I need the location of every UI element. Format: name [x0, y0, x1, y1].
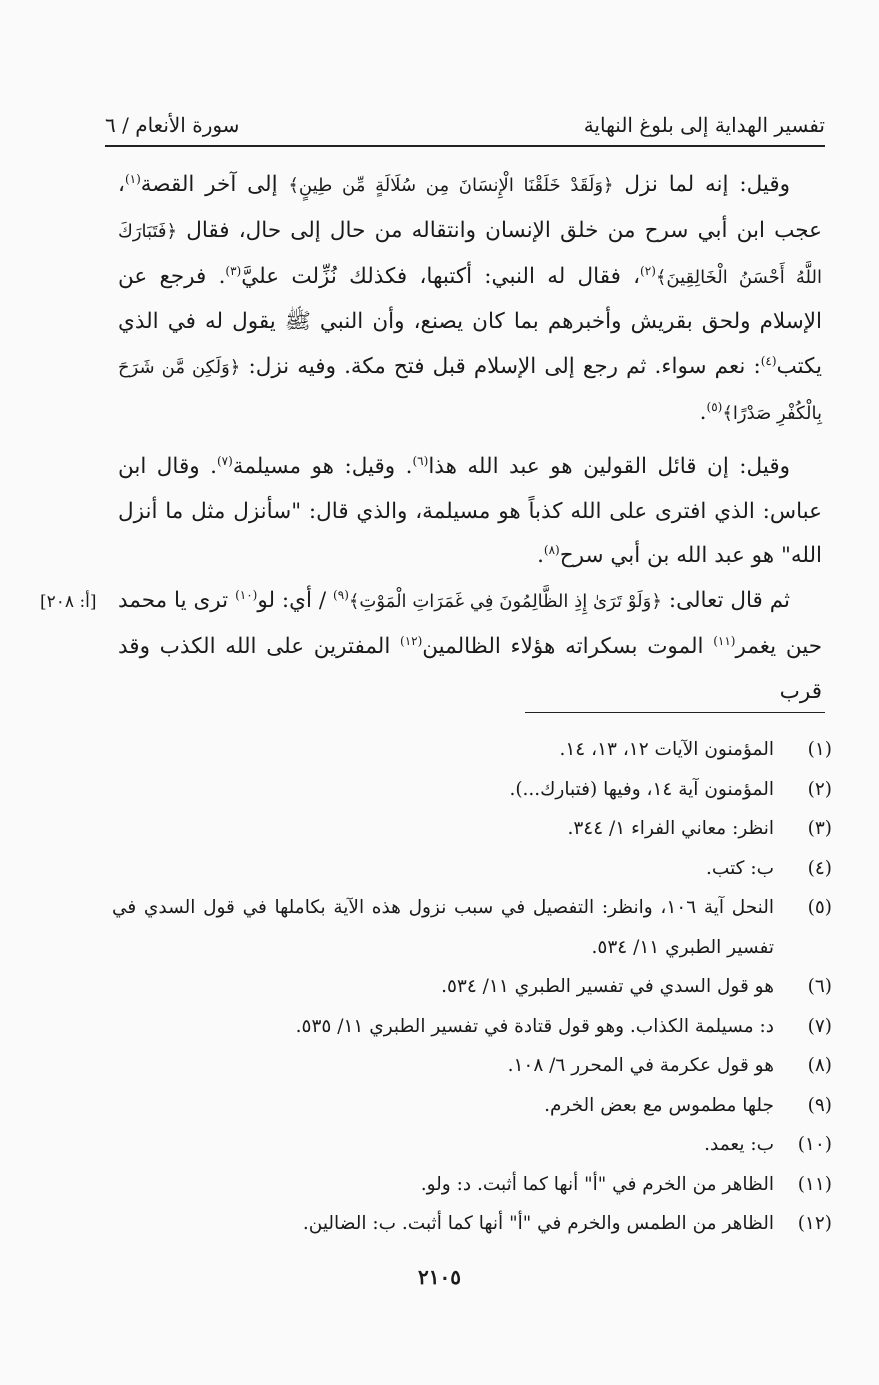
- footnote-item: [112, 809, 832, 849]
- footnote-text: المؤمنون الآيات ١٢، ١٣، ١٤.: [559, 739, 774, 760]
- footnote-number: (٤): [807, 857, 832, 879]
- footnote-number: (٨): [807, 1055, 832, 1076]
- footnote-number: (١٠): [797, 1134, 832, 1155]
- text-run: وقيل: إنه لما نزل: [613, 172, 790, 197]
- text-run: .: [699, 399, 707, 425]
- text-run: ، فقال له النبي: أكتبها، فكذلك نُزِّلت عليَّ: [241, 263, 641, 289]
- main-text: [118, 163, 822, 715]
- footnote-item: [112, 888, 832, 967]
- quran-verse: ﴿وَلَكِن مَّن شَرَحَ بِالْكُفْرِ صَدْرًا﴾: [118, 357, 822, 424]
- footnote-number: (١١): [797, 1173, 832, 1195]
- footnote-ref[interactable]: (٨): [543, 543, 560, 558]
- text-run: . وقال ابن عباس: الذي افترى على الله كذباً هو مسيلمة، والذي قال: "سأنزل مثل ما أنزل الله" هو عبد الله بن أبي سرح: [118, 453, 822, 569]
- footnote-item: [112, 849, 832, 889]
- footnotes-list: [112, 730, 832, 1244]
- header-rule: [105, 145, 825, 147]
- footnote-ref[interactable]: (١٢): [400, 633, 423, 648]
- paragraph-3: [118, 579, 822, 714]
- paragraph-1: [118, 163, 822, 437]
- footnote-item: [112, 1125, 832, 1165]
- footnote-number: (٥): [807, 897, 832, 918]
- footnote-text: هو قول عكرمة في المحرر ٦/ ١٠٨.: [507, 1055, 774, 1076]
- footnote-ref[interactable]: (١٠): [235, 588, 258, 603]
- text-run: . وقيل: هو مسيلمة: [232, 453, 413, 479]
- text-run: الموت بسكراته هؤلاء الظالمين: [422, 633, 714, 659]
- footnote-item: [112, 1165, 832, 1205]
- footnote-item: [112, 1046, 832, 1086]
- footnote-text: النحل آية ١٠٦، وانظر: التفصيل في سبب نزول هذه الآية بكاملها في قول السدي في تفسير الطبري ١١/ ٥٣٤.: [112, 897, 775, 958]
- page-number: ٢١٠٥: [418, 1265, 461, 1289]
- footnote-text: الظاهر من الخرم في "أ" أنها كما أثبت. د: ولو.: [420, 1173, 774, 1195]
- footnote-item: [112, 770, 832, 810]
- text-run: إلى آخر القصة: [140, 172, 289, 197]
- footnote-item: [112, 730, 832, 770]
- footnote-item: [112, 1086, 832, 1126]
- text-run: المفترين على الله الكذب وقد قرب: [118, 633, 822, 704]
- footnote-ref[interactable]: (٦): [412, 453, 429, 468]
- footnote-text: الظاهر من الطمس والخرم في "أ" أنها كما أثبت. ب: الضالين.: [302, 1213, 774, 1234]
- footnote-number: (٢): [807, 778, 832, 800]
- text-run: ثم قال تعالى:: [661, 588, 791, 614]
- footnote-text: هو قول السدي في تفسير الطبري ١١/ ٥٣٤.: [441, 976, 774, 997]
- footnote-text: جلها مطموس مع بعض الخرم.: [544, 1094, 774, 1116]
- footnote-ref[interactable]: (٢): [640, 263, 656, 278]
- footnote-number: (٩): [807, 1094, 832, 1116]
- manuscript-folio-ref: [أ: ٢٠٨]: [40, 592, 97, 612]
- footnote-number: (٦): [807, 976, 832, 997]
- text-run: وقيل: إن قائل القولين هو عبد الله هذا: [428, 453, 790, 479]
- quran-verse: ﴿وَلَقَدْ خَلَقْنَا الْإِنسَانَ مِن سُلَالَةٍ مِّن طِينٍ﴾: [288, 175, 614, 196]
- footnote-ref[interactable]: (٣): [225, 263, 242, 278]
- footnote-ref[interactable]: (٩): [333, 588, 349, 603]
- footnote-item: [112, 1204, 832, 1244]
- footnote-ref[interactable]: (٧): [216, 453, 233, 468]
- footnote-number: (١): [807, 739, 832, 760]
- footnote-number: (٧): [807, 1015, 832, 1037]
- footnote-ref[interactable]: (٥): [706, 399, 723, 414]
- footnote-number: (١٢): [797, 1213, 832, 1234]
- footnote-text: ب: يعمد.: [704, 1134, 774, 1155]
- footnote-text: المؤمنون آية ١٤، وفيها (فتبارك...).: [509, 778, 774, 800]
- footnote-text: د: مسيلمة الكذاب. وهو قول قتادة في تفسير الطبري ١١/ ٥٣٥.: [295, 1015, 774, 1037]
- text-run: ترى يا محمد حين يغمر: [118, 588, 822, 659]
- quran-verse: ﴿وَلَوْ تَرَىٰ إِذِ الظَّالِمُونَ فِي غَمَرَاتِ الْمَوْتِ﴾: [348, 591, 662, 613]
- footnote-ref[interactable]: (٤): [760, 354, 777, 369]
- footnote-ref[interactable]: (١١): [713, 633, 736, 648]
- footnote-ref[interactable]: (١): [124, 171, 141, 186]
- running-header: [105, 108, 825, 142]
- text-run: ، عجب ابن أبي سرح من خلق الإنسان وانتقاله من حال إلى حال، فقال: [118, 172, 822, 243]
- quran-verse: ﴿فَتَبَارَكَ اللَّهُ أَحْسَنُ الْخَالِقِينَ﴾: [118, 220, 822, 288]
- paragraph-2: [118, 445, 822, 579]
- footnote-number: (٣): [807, 818, 832, 839]
- text-run: / أي: لو: [257, 588, 334, 614]
- footnote-item: [112, 967, 832, 1007]
- surah-label: سورة الأنعام / ٦: [105, 113, 240, 137]
- text-run: .: [537, 543, 544, 569]
- text-run: : نعم سواء. ثم رجع إلى الإسلام قبل فتح مكة. وفيه نزل:: [240, 354, 761, 380]
- footnote-item: [112, 1007, 832, 1047]
- footnote-text: ب: كتب.: [706, 857, 774, 879]
- footnote-separator: [525, 712, 825, 713]
- footnote-text: انظر: معاني الفراء ١/ ٣٤٤.: [567, 818, 774, 839]
- text-run: . فرجع عن الإسلام ولحق بقريش وأخبرهم بما كان يصنع، وأن النبي ﷺ يقول له في الذي يكتب: [118, 263, 822, 380]
- book-title: تفسير الهداية إلى بلوغ النهاية: [583, 113, 825, 137]
